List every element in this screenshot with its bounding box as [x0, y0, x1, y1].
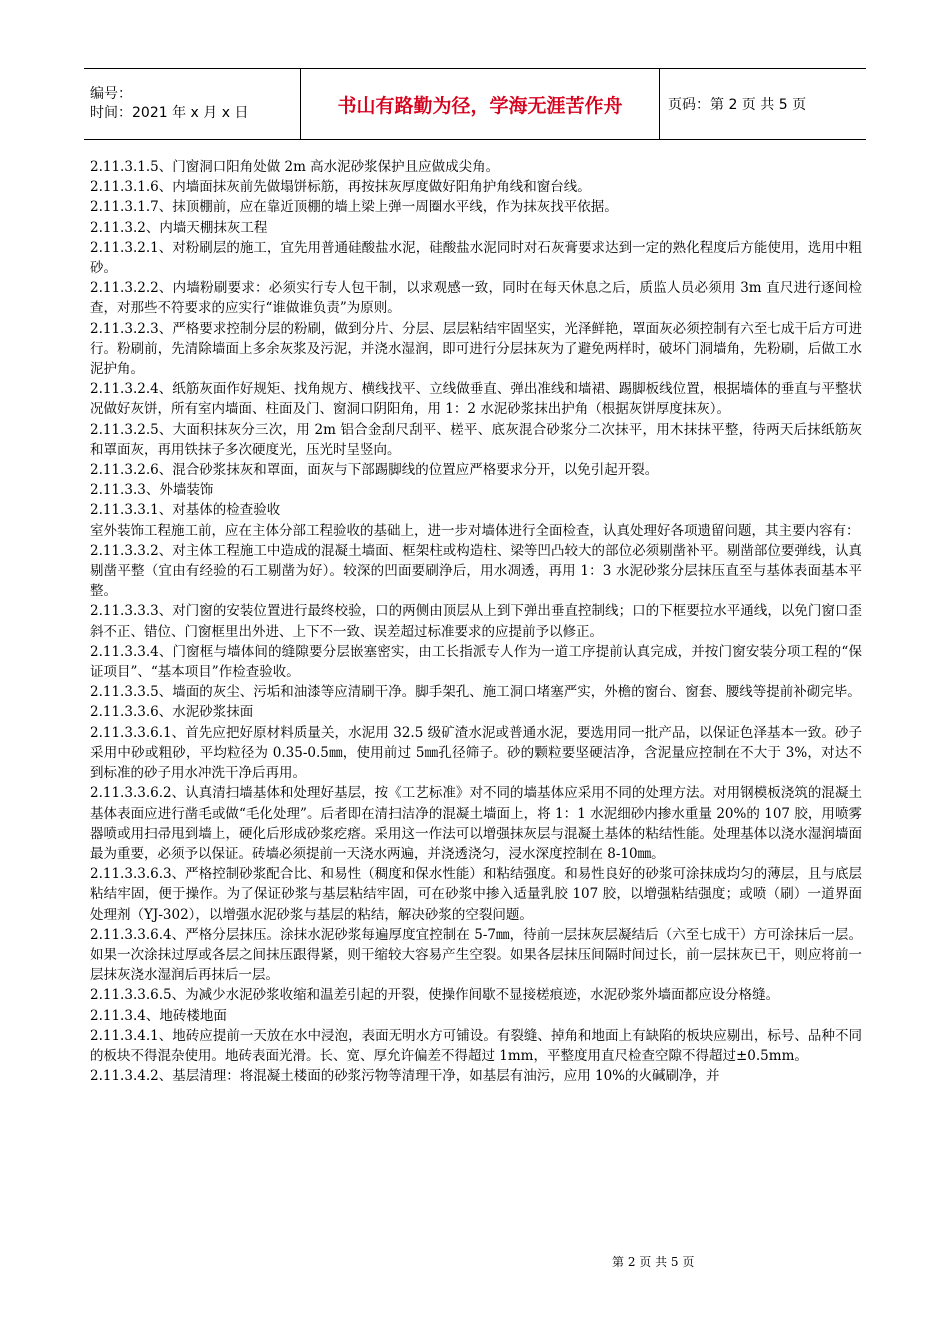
page-header	[84, 68, 866, 140]
section-heading: 2.11.3.3、外墙装饰	[90, 482, 214, 499]
document-number-label: 编号：	[90, 86, 132, 102]
paragraph: 2.11.3.3.3、对门窗的安装位置进行最终校验，口的两侧由顶层从上到下弹出垂直控制线；口的下框要拉水平通线，以免门窗口歪斜不正、错位、门窗框里出外进、上下不一致、误差超过标准要求的应提前予以修正。	[90, 603, 862, 640]
section-heading: 2.11.3.4、地砖楼地面	[90, 1007, 227, 1024]
section-heading: 2.11.3.2、内墙天棚抹灰工程	[90, 219, 268, 236]
paragraph: 2.11.3.1.6、内墙面抹灰前先做塌饼标筋，再按抹灰厚度做好阳角护角线和窗台线。	[90, 179, 591, 196]
header-page-number: 页码：第 2 页 共 5 页	[668, 97, 807, 113]
paragraph: 2.11.3.3.6.2、认真清扫墙基体和处理好基层，按《工艺标准》对不同的墙基体应采用不同的处理方法。对用钢模板浇筑的混凝土基体表面应进行凿毛或做“毛化处理”。后者即在清扫洁净的混凝土墙面上，将 1：1 水泥细砂内掺水重量 20%的 107 胶，用喷雾器喷或用扫帚甩到墙上，硬化后形成砂浆疙瘩。采用这一作法可以增强抹灰层与混凝土基体的粘结性能。处理基体以浇水湿润墙面最为重要，必须予以保证。砖墙必须提前一天浇水两遍，并浇透浇匀，浸水深度控制在 8-10㎜。	[90, 785, 862, 862]
paragraph: 2.11.3.1.5、门窗洞口阳角处做 2m 高水泥砂浆保护且应做成尖角。	[90, 159, 500, 175]
header-meta	[84, 69, 301, 139]
header-motto	[301, 69, 660, 139]
paragraph: 2.11.3.2.4、纸筋灰面作好规矩、找角规方、横线找平、立线做垂直、弹出准线和墙裙、踢脚板线位置，根据墙体的垂直与平整状况做好灰饼，所有室内墙面、柱面及门、窗洞口阴阳角，用 1：2 水泥砂浆抹出护角（根据灰饼厚度抹灰）。	[90, 381, 862, 418]
motto-text: 书山有路勤为径，学海无涯苦作舟	[337, 94, 623, 117]
paragraph: 2.11.3.2.2、内墙粉刷要求：必须实行专人包干制，以求观感一致，同时在每天休息之后，质监人员必须用 3m 直尺进行逐间检查，对那些不符要求的应实行“谁做谁负责”为原则。	[90, 280, 862, 317]
section-heading: 2.11.3.3.6、水泥砂浆抹面	[90, 704, 254, 721]
document-body	[90, 157, 862, 1086]
document-time-label: 时间：2021 年 x 月 x 日	[90, 105, 249, 121]
paragraph: 2.11.3.2.5、大面积抹灰分三次，用 2m 铝合金刮尺刮平、槎平、底灰混合砂浆分二次抹平，用木抹抹平整，待两天后抹纸筋灰和罩面灰，再用铁抹子多次硬度光，压光时呈竖向。	[90, 421, 862, 458]
paragraph: 2.11.3.1.7、抹顶棚前，应在靠近顶棚的墙上梁上弹一周圈水平线，作为抹灰找平依据。	[90, 199, 618, 216]
paragraph: 2.11.3.4.2、基层清理：将混凝土楼面的砂浆污物等清理干净，如基层有油污，应用 10%的火碱刷净，并	[90, 1068, 720, 1085]
paragraph: 2.11.3.3.5、墙面的灰尘、污垢和油漆等应清刷干净。脚手架孔、施工洞口堵塞严实，外檐的窗台、窗套、腰线等提前补砌完毕。	[90, 684, 861, 701]
header-page-info	[660, 69, 866, 139]
paragraph: 2.11.3.3.4、门窗框与墙体间的缝隙要分层嵌塞密实，由工长指派专人作为一道工序提前认真完成，并按门窗安装分项工程的“保证项目”、“基本项目”作检查验收。	[90, 643, 862, 681]
footer-page-number: 第 2 页 共 5 页	[612, 1255, 695, 1269]
paragraph: 2.11.3.2.3、严格要求控制分层的粉刷，做到分片、分层、层层粘结牢固坚实，光泽鲜艳，罩面灰必须控制有六至七成干后方可进行。粉刷前，先清除墙面上多余灰浆及污泥，并浇水湿润，即可进行分层抹灰为了避免两样时，破坏门洞墙角，先粉刷，后做工水泥护角。	[90, 320, 862, 378]
paragraph: 2.11.3.2.1、对粉刷层的施工，宜先用普通硅酸盐水泥，硅酸盐水泥同时对石灰膏要求达到一定的熟化程度后方能使用，选用中粗砂。	[90, 239, 862, 277]
paragraph: 2.11.3.2.6、混合砂浆抹灰和罩面，面灰与下部踢脚线的位置应严格要求分开，以免引起开裂。	[90, 462, 659, 479]
paragraph: 2.11.3.3.6.3、严格控制砂浆配合比、和易性（稠度和保水性能）和粘结强度。和易性良好的砂浆可涂抹成均匀的薄层，且与底层粘结牢固，便于操作。为了保证砂浆与基层粘结牢固，可在砂浆中掺入适量乳胶 107 胶，以增强粘结强度；或喷（刷）一道界面处理剂（YJ-302），以增强水泥砂浆与基层的粘结，解决砂浆的空裂问题。	[90, 866, 862, 923]
section-heading: 2.11.3.3.1、对基体的检查验收	[90, 502, 281, 519]
page-footer	[612, 1253, 694, 1270]
paragraph: 2.11.3.3.6.4、严格分层抹压。涂抹水泥砂浆每遍厚度宜控制在 5-7㎜，待前一层抹灰层凝结后（六至七成干）方可涂抹后一层。如果一次涂抹过厚或各层之间抹压跟得紧，则干缩较大容易产生空裂。如果各层抹压间隔时间过长，前一层抹灰已干，则应将前一层抹灰浇水湿润后再抹后一层。	[90, 926, 862, 984]
paragraph: 2.11.3.3.6.1、首先应把好原材料质量关，水泥用 32.5 级矿渣水泥或普通水泥，要选用同一批产品，以保证色泽基本一致。砂子采用中砂或粗砂，平均粒径为 0.35-0.5㎜，使用前过 5㎜孔径筛子。砂的颗粒要坚硬洁净，含泥量应控制在不大于 3%，对达不到标准的砂子用水冲洗干净后再用。	[90, 724, 862, 782]
paragraph: 2.11.3.3.6.5、为减少水泥砂浆收缩和温差引起的开裂，使操作间歇不显接槎痕迹，水泥砂浆外墙面都应设分格缝。	[90, 987, 780, 1004]
paragraph: 2.11.3.3.2、对主体工程施工中造成的混凝土墙面、框架柱或构造柱、梁等凹凸较大的部位必须剔凿补平。剔凿部位要弹线，认真剔凿平整（宜由有经验的石工剔凿为好）。较深的凹面要刷浄后，用水凋透，再用 1：3 水泥砂浆分层抹压直至与基体表面基本平整。	[90, 542, 862, 600]
paragraph: 2.11.3.4.1、地砖应提前一天放在水中浸泡，表面无明水方可铺设。有裂缝、掉角和地面上有缺陷的板块应剔出，标号、品种不同的板块不得混杂使用。地砖表面光滑。长、宽、厚允许偏差不得超过 1mm，平整度用直尺检查空隙不得超过±0.5mm。	[90, 1027, 862, 1064]
paragraph: 室外装饰工程施工前，应在主体分部工程验收的基础上，进一步对墙体进行全面检查，认真处理好各项遗留问题，其主要内容有：	[90, 522, 860, 539]
